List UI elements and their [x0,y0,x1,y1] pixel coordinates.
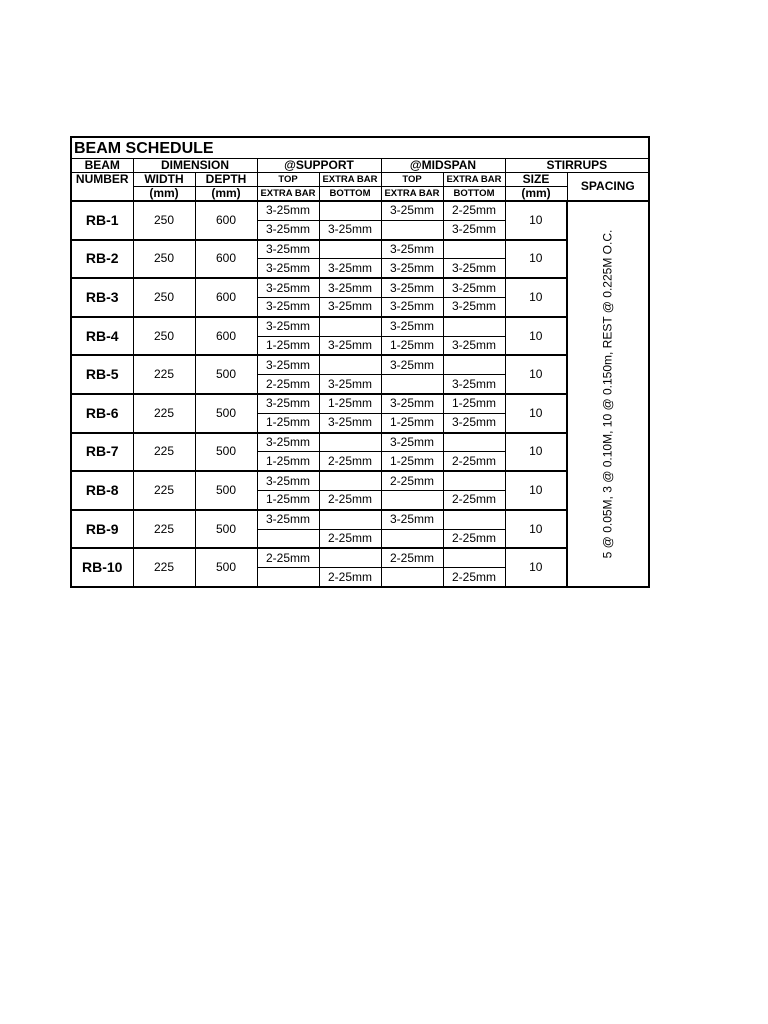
rebar-cell: 2-25mm [443,490,505,509]
rebar-cell: 3-25mm [257,278,319,297]
beam-depth: 500 [195,394,257,433]
rebar-cell: 3-25mm [443,297,505,316]
rebar-cell [257,568,319,587]
beam-width: 225 [133,510,195,549]
beam-schedule-sheet [70,136,650,588]
rebar-cell: 3-25mm [257,317,319,336]
beam-row [71,433,649,452]
rebar-cell: 3-25mm [257,297,319,316]
rebar-cell: 3-25mm [381,394,443,413]
stirrup-size: 10 [505,471,567,510]
header-depth: DEPTH [195,173,257,187]
rebar-cell [319,240,381,259]
rebar-cell: 1-25mm [257,490,319,509]
rebar-cell [381,568,443,587]
header-width: WIDTH [133,173,195,187]
rebar-cell [319,433,381,452]
rebar-cell: 3-25mm [381,317,443,336]
beam-width: 250 [133,317,195,356]
rebar-cell: 2-25mm [443,529,505,548]
rebar-cell: 3-25mm [443,413,505,432]
beam-width: 225 [133,471,195,510]
rebar-cell [257,529,319,548]
header-number: NUMBER [71,173,133,202]
rebar-cell: 3-25mm [381,433,443,452]
rebar-cell: 2-25mm [257,548,319,567]
rebar-cell: 3-25mm [257,510,319,529]
rebar-cell: 3-25mm [319,375,381,394]
beam-row [71,355,649,374]
beam-row [71,471,649,490]
rebar-cell: 1-25mm [381,452,443,471]
rebar-cell: 1-25mm [381,336,443,355]
header-size: SIZE [505,173,567,187]
stirrup-size: 10 [505,240,567,279]
rebar-cell: 2-25mm [443,201,505,220]
header-spacing: SPACING [567,173,649,202]
rebar-cell [319,201,381,220]
beam-depth: 500 [195,548,257,587]
rebar-cell: 2-25mm [319,529,381,548]
rebar-cell [319,355,381,374]
header-stirrups: STIRRUPS [505,159,649,173]
beam-number: RB-5 [71,355,133,394]
rebar-cell: 2-25mm [257,375,319,394]
rebar-cell: 3-25mm [319,413,381,432]
rebar-cell [443,240,505,259]
rebar-cell [443,355,505,374]
rebar-cell: 3-25mm [443,375,505,394]
rebar-cell: 2-25mm [443,568,505,587]
beam-depth: 500 [195,471,257,510]
rebar-cell [319,510,381,529]
rebar-cell: 3-25mm [381,297,443,316]
rebar-cell: 3-25mm [443,259,505,278]
beam-number: RB-1 [71,201,133,240]
header-size-unit: (mm) [505,187,567,202]
header-midspan: @MIDSPAN [381,159,505,173]
beam-depth: 500 [195,510,257,549]
beam-number: RB-4 [71,317,133,356]
rebar-cell: 3-25mm [381,240,443,259]
header-midspan-top: TOP [381,173,443,187]
beam-schedule-table [70,136,650,588]
beam-number: RB-6 [71,394,133,433]
rebar-cell: 3-25mm [319,278,381,297]
beam-width: 250 [133,278,195,317]
rebar-cell: 3-25mm [443,220,505,239]
beam-row [71,278,649,297]
header-width-unit: (mm) [133,187,195,202]
beam-row [71,510,649,529]
stirrup-size: 10 [505,201,567,240]
rebar-cell: 2-25mm [443,452,505,471]
rebar-cell: 3-25mm [381,201,443,220]
rebar-cell: 3-25mm [257,259,319,278]
header-dimension: DIMENSION [133,159,257,173]
stirrup-size: 10 [505,548,567,587]
rebar-cell: 1-25mm [257,413,319,432]
beam-number: RB-7 [71,433,133,472]
rebar-cell [443,317,505,336]
beam-row [71,548,649,567]
rebar-cell [381,220,443,239]
rebar-cell [381,490,443,509]
rebar-cell: 3-25mm [319,259,381,278]
beam-width: 225 [133,433,195,472]
beam-depth: 500 [195,355,257,394]
spacing-cell [567,201,649,587]
rebar-cell [319,548,381,567]
rebar-cell: 1-25mm [257,452,319,471]
beam-row [71,240,649,259]
rebar-cell: 3-25mm [257,201,319,220]
beam-number: RB-2 [71,240,133,279]
beam-row [71,394,649,413]
header-midspan-extra-bar-2: EXTRA BAR [381,187,443,202]
header-midspan-extra-bar: EXTRA BAR [443,173,505,187]
rebar-cell: 3-25mm [381,355,443,374]
header-support-extra-bar: EXTRA BAR [319,173,381,187]
rebar-cell [443,433,505,452]
rebar-cell [381,375,443,394]
stirrup-size: 10 [505,510,567,549]
stirrup-size: 10 [505,278,567,317]
header-support-top: TOP [257,173,319,187]
rebar-cell: 1-25mm [443,394,505,413]
header-beam: BEAM [71,159,133,173]
rebar-cell: 1-25mm [381,413,443,432]
beam-row [71,317,649,336]
rebar-cell: 1-25mm [319,394,381,413]
beam-number: RB-10 [71,548,133,587]
beam-depth: 600 [195,317,257,356]
header-support: @SUPPORT [257,159,381,173]
header-support-bottom: BOTTOM [319,187,381,202]
beam-width: 225 [133,355,195,394]
rebar-cell: 3-25mm [443,336,505,355]
beam-depth: 600 [195,240,257,279]
rebar-cell: 2-25mm [381,548,443,567]
beam-number: RB-8 [71,471,133,510]
rebar-cell: 2-25mm [319,452,381,471]
stirrup-size: 10 [505,394,567,433]
spacing-note: 5 @ 0.05M, 3 @ 0.10M, 10 @ 0.150m, REST @ 0.225M O.C. [600,229,615,559]
rebar-cell [443,471,505,490]
beam-width: 250 [133,201,195,240]
rebar-cell: 2-25mm [381,471,443,490]
rebar-cell: 3-25mm [257,355,319,374]
rebar-cell: 3-25mm [381,278,443,297]
rebar-cell [443,548,505,567]
rebar-cell: 2-25mm [319,568,381,587]
beam-row [71,201,649,220]
beam-width: 225 [133,394,195,433]
rebar-cell: 3-25mm [381,259,443,278]
beam-depth: 500 [195,433,257,472]
rebar-cell: 3-25mm [319,220,381,239]
rebar-cell: 3-25mm [381,510,443,529]
rebar-cell: 3-25mm [257,240,319,259]
header-support-extra-bar-2: EXTRA BAR [257,187,319,202]
rebar-cell: 2-25mm [319,490,381,509]
header-midspan-bottom: BOTTOM [443,187,505,202]
rebar-cell: 3-25mm [319,336,381,355]
rebar-cell: 3-25mm [257,433,319,452]
beam-width: 250 [133,240,195,279]
rebar-cell: 3-25mm [443,278,505,297]
stirrup-size: 10 [505,317,567,356]
beam-number: RB-3 [71,278,133,317]
table-title: BEAM SCHEDULE [71,137,649,159]
rebar-cell: 1-25mm [257,336,319,355]
rebar-cell [319,317,381,336]
beam-depth: 600 [195,278,257,317]
rebar-cell [319,471,381,490]
rebar-cell: 3-25mm [257,471,319,490]
beam-width: 225 [133,548,195,587]
header-depth-unit: (mm) [195,187,257,202]
stirrup-size: 10 [505,433,567,472]
beam-depth: 600 [195,201,257,240]
rebar-cell: 3-25mm [257,220,319,239]
rebar-cell: 3-25mm [257,394,319,413]
rebar-cell [381,529,443,548]
rebar-cell: 3-25mm [319,297,381,316]
beam-number: RB-9 [71,510,133,549]
stirrup-size: 10 [505,355,567,394]
rebar-cell [443,510,505,529]
